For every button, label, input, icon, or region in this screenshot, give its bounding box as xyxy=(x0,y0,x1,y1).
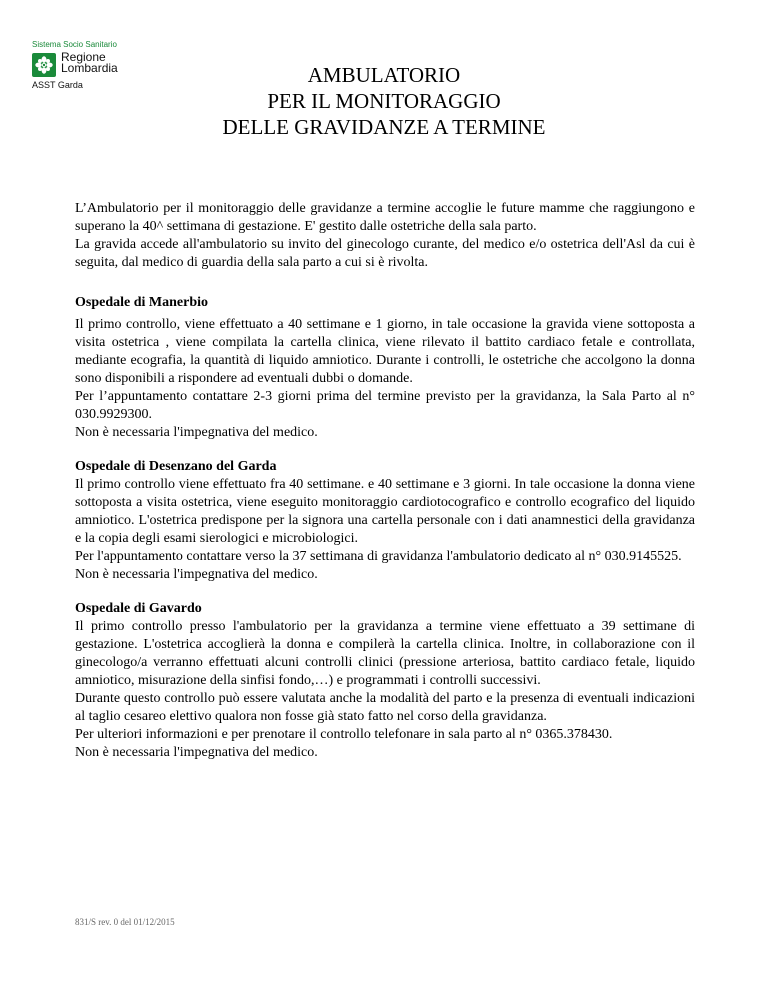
title-line-1: AMBULATORIO xyxy=(307,63,461,87)
section-heading: Ospedale di Desenzano del Garda xyxy=(75,459,277,474)
logo-region-line2: Lombardia xyxy=(61,61,118,75)
document-revision-footer: 831/S rev. 0 del 01/12/2015 xyxy=(75,917,175,927)
intro-paragraph: L’Ambulatorio per il monitoraggio delle gravidanze a termine accoglie le future mamme che raggiungono e superano la 40^ settimana di gestazione. E' gestito dalle ostetriche della sala parto. xyxy=(75,201,695,234)
section-manerbio xyxy=(75,294,695,442)
section-heading: Ospedale di Manerbio xyxy=(75,295,209,310)
section-paragraph: Durante questo controllo può essere valutata anche la modalità del parto e la presenza di eventuali indicazioni al taglio cesareo elettivo qualora non fosse già stato fatto nel corso della gravidanza. xyxy=(75,691,695,724)
title-line-3: DELLE GRAVIDANZE A TERMINE xyxy=(222,115,546,139)
section-paragraph: Il primo controllo presso l'ambulatorio per la gravidanza a termine viene effettuato a 39 settimane di gestazione. L'ostetrica accoglierà la donna e compilerà la cartella clinica. Inoltre, in collaborazione con il ginecologo/a verranno effettuati alcuni controlli clinici (pressione arteriosa, battito cardiaco fetale, liquido amniotico, misurazione della sinfisi fondo,…) e programmati i controlli successivi. xyxy=(75,619,695,688)
section-gavardo xyxy=(75,600,695,762)
section-desenzano xyxy=(75,458,695,584)
section-paragraph: Per l’appuntamento contattare 2-3 giorni prima del termine previsto per la gravidanza, la Sala Parto al n° 030.9929300. xyxy=(75,389,695,422)
page-title xyxy=(0,62,768,140)
logo-region-line1: Regione xyxy=(61,50,106,64)
logo-asst-text: ASST Garda xyxy=(32,80,83,90)
intro-section xyxy=(75,200,695,272)
section-paragraph: Per l'appuntamento contattare verso la 37 settimana di gravidanza l'ambulatorio dedicato al n° 030.9145525. xyxy=(75,549,682,564)
section-paragraph: Non è necessaria l'impegnativa del medico. xyxy=(75,567,318,582)
section-paragraph: Il primo controllo, viene effettuato a 40 settimane e 1 giorno, in tale occasione la gravida viene sottoposta a visita ostetrica , viene compilata la cartella clinica, viene rilevato il battito cardiaco fetale e controllata, mediante ecografia, la quantità di liquido amniotico. Durante i controlli, le ostetriche che accolgono la donna sono disponibili a rispondere ad eventuali dubbi o domande. xyxy=(75,317,695,386)
logo-system-text: Sistema Socio Sanitario xyxy=(32,40,117,49)
document-body xyxy=(75,200,695,762)
section-heading: Ospedale di Gavardo xyxy=(75,601,202,616)
title-line-2: PER IL MONITORAGGIO xyxy=(267,89,501,113)
section-paragraph: Non è necessaria l'impegnativa del medico. xyxy=(75,425,318,440)
intro-paragraph: La gravida accede all'ambulatorio su invito del ginecologo curante, del medico e/o ostetrica dell'Asl da cui è seguita, dal medico di guardia della sala parto a cui si è rivolta. xyxy=(75,237,695,270)
section-paragraph: Non è necessaria l'impegnativa del medico. xyxy=(75,745,318,760)
section-paragraph: Per ulteriori informazioni e per prenotare il controllo telefonare in sala parto al n° 0365.378430. xyxy=(75,727,613,742)
section-paragraph: Il primo controllo viene effettuato fra 40 settimane. e 40 settimane e 3 giorni. In tale occasione la donna viene sottoposta a visita ostetrica, viene eseguito monitoraggio cardiotocografico e controllo ecografico del liquido amniotico. L'ostetrica predispone per la signora una cartella personale con i dati anamnestici della gravidanza e la copia degli esami sierologici e microbiologici. xyxy=(75,477,695,546)
